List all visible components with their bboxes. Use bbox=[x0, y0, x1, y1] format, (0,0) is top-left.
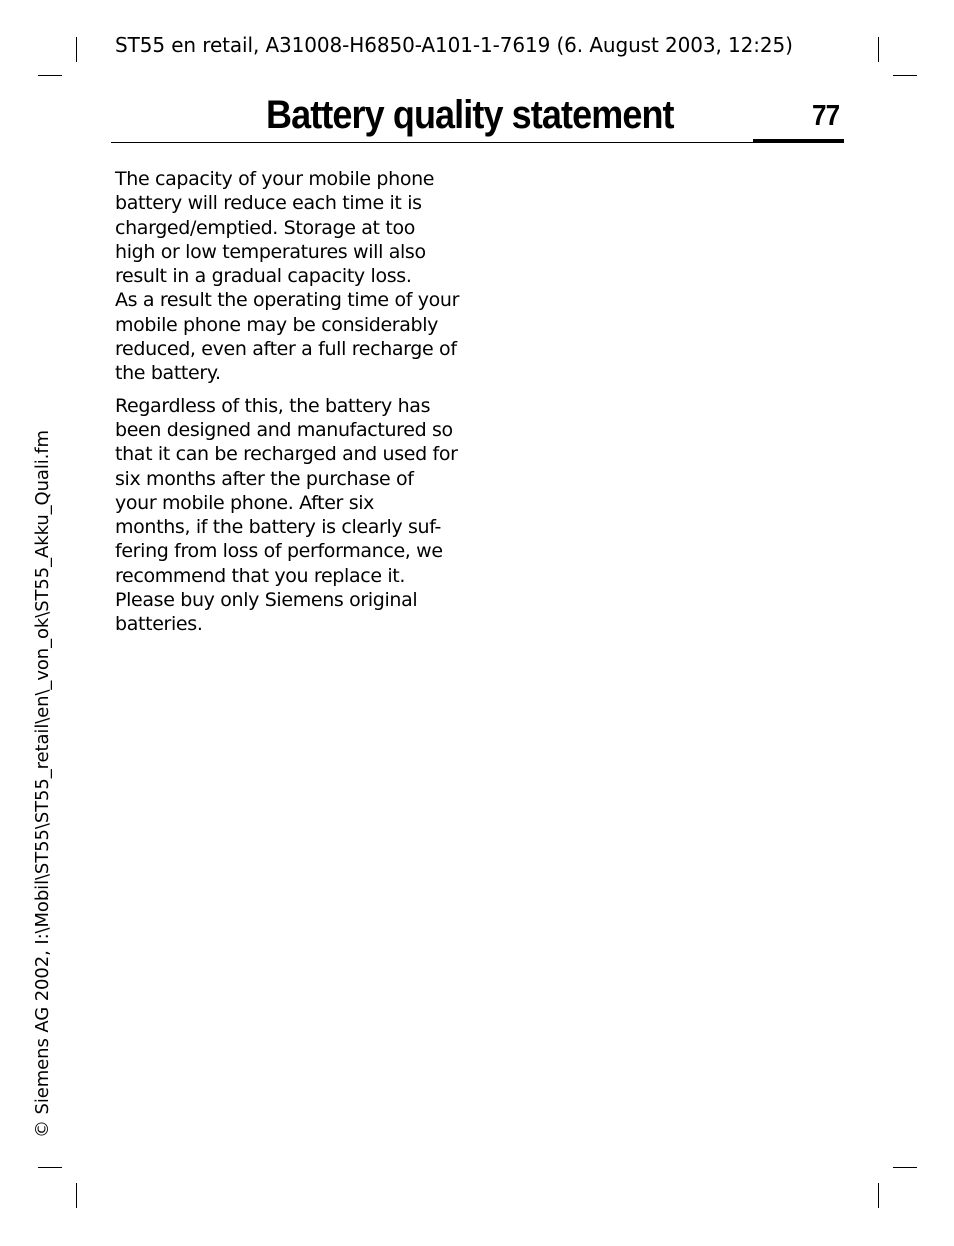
page-number-rule bbox=[753, 139, 844, 143]
paragraph-warranty: Regardless of this, the battery has been designed and manufactured so that it can be recharged and used for six months after the purchase of your mobile phone. After six months, if the battery is clearly suf- fering from loss of performance, we recommend that you replace it. Please buy only Siemens original batteries. bbox=[115, 394, 458, 636]
title-rule bbox=[111, 142, 754, 143]
page-number: 77 bbox=[812, 100, 840, 132]
crop-mark-top-right-horizontal bbox=[893, 75, 917, 76]
crop-mark-bottom-right-horizontal bbox=[893, 1167, 917, 1168]
crop-mark-bottom-right-vertical bbox=[878, 1183, 879, 1208]
page-title: Battery quality statement bbox=[266, 93, 674, 137]
crop-mark-bottom-left-vertical bbox=[76, 1183, 77, 1208]
paragraph-capacity: The capacity of your mobile phone battery will reduce each time it is charged/emptied. Storage at too high or low temperatures will also result in a gradual capacity loss. As a result the operating time of your mobile phone may be considerably reduced, even after a full recharge of the battery. bbox=[115, 168, 460, 385]
crop-mark-top-left-horizontal bbox=[38, 75, 62, 76]
crop-mark-top-left-vertical bbox=[76, 37, 77, 62]
body-text bbox=[115, 167, 465, 637]
crop-mark-top-right-vertical bbox=[878, 37, 879, 62]
side-file-path: © Siemens AG 2002, I:\Mobil\ST55\ST55_retail\en\_von_ok\ST55_Akku_Quali.fm bbox=[32, 430, 53, 1138]
crop-mark-bottom-left-horizontal bbox=[38, 1167, 62, 1168]
document-header: ST55 en retail, A31008-H6850-A101-1-7619 (6. August 2003, 12:25) bbox=[115, 33, 793, 57]
